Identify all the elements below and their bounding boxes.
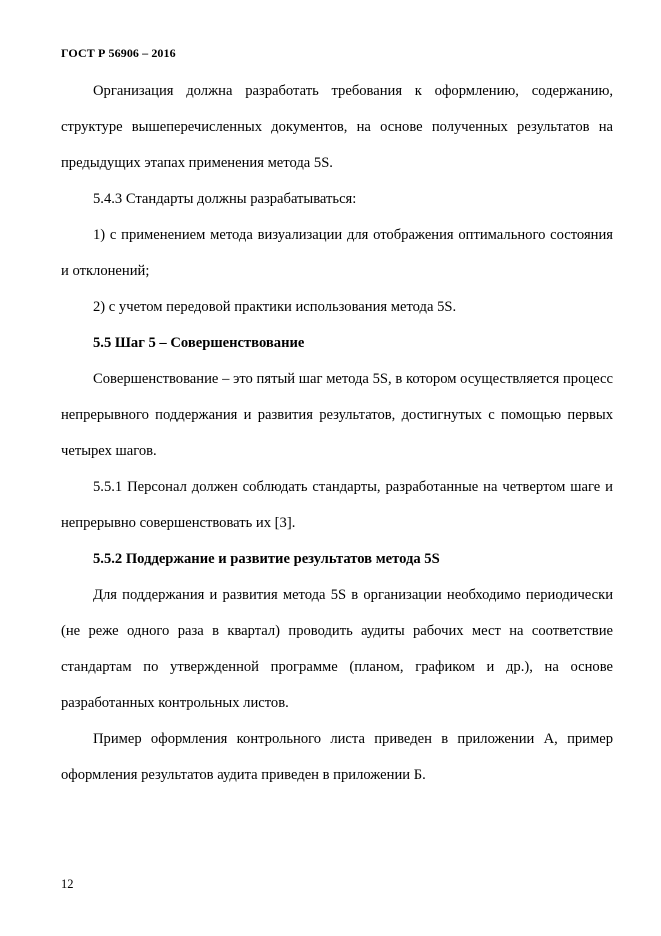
document-body: [61, 73, 613, 793]
paragraph: 5.4.3 Стандарты должны разрабатываться:: [93, 191, 357, 207]
list-item: 2) с учетом передовой практики использования метода 5S.: [93, 299, 457, 315]
paragraph: Пример оформления контрольного листа приведен в приложении А, пример оформления результатов аудита приведен в приложении Б.: [61, 731, 613, 783]
document-header: ГОСТ Р 56906 – 2016: [61, 46, 176, 60]
page-number: 12: [61, 877, 74, 891]
paragraph: Совершенствование – это пятый шаг метода 5S, в котором осуществляется процесс непрерывного поддержания и развития результатов, достигнутых с помощью первых четырех шагов.: [61, 371, 613, 459]
paragraph: Организация должна разработать требования к оформлению, содержанию, структуре вышеперечисленных документов, на основе полученных результатов на предыдущих этапах применения метода 5S.: [61, 83, 613, 171]
section-heading: 5.5 Шаг 5 – Совершенствование: [93, 335, 305, 351]
paragraph: Для поддержания и развития метода 5S в организации необходимо периодически (не реже одного раза в квартал) проводить аудиты рабочих мест на соответствие стандартам по утвержденной программе (планом, графиком и др.), на основе разработанных контрольных листов.: [61, 587, 613, 711]
paragraph: 5.5.1 Персонал должен соблюдать стандарты, разработанные на четвертом шаге и непрерывно совершенствовать их [3].: [61, 479, 613, 531]
list-item: 1) с применением метода визуализации для отображения оптимального состояния и отклонений;: [61, 227, 613, 279]
subsection-heading: 5.5.2 Поддержание и развитие результатов метода 5S: [93, 551, 440, 567]
